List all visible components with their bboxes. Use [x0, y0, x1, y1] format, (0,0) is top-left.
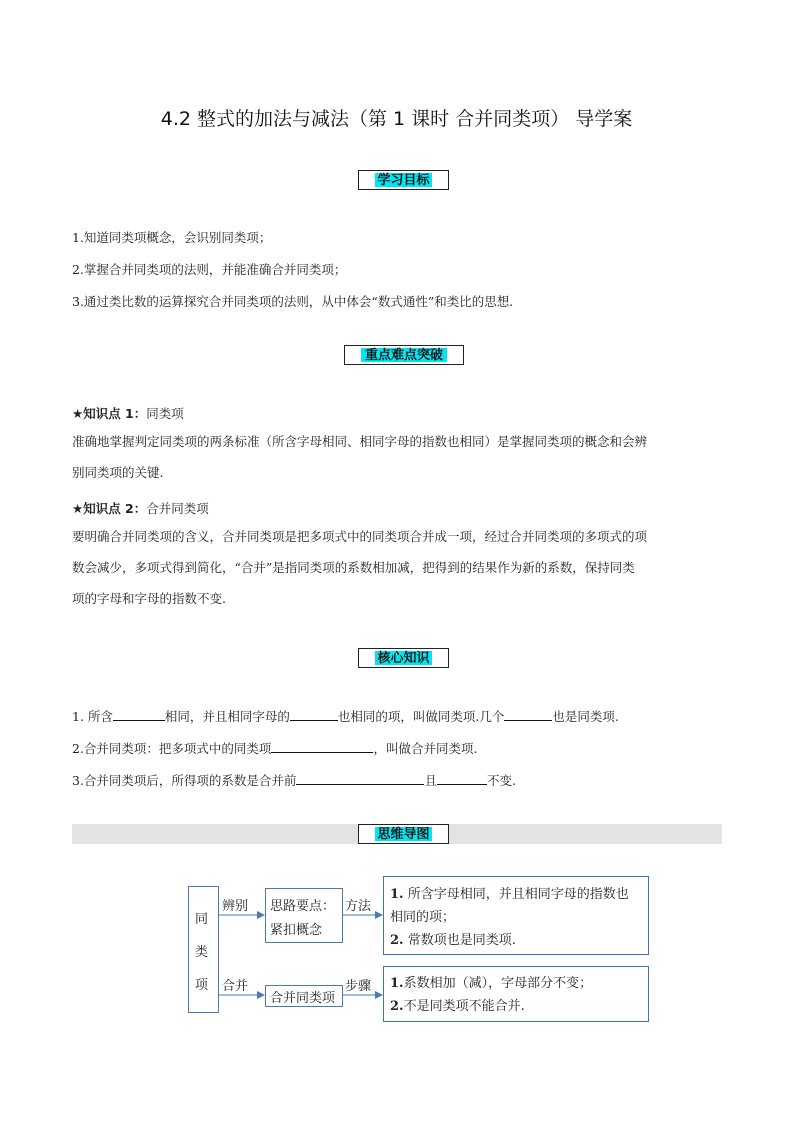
section-header-core-label: 核心知识: [375, 651, 432, 665]
kp2-line-2: 数会减少，多项式得到简化，“合并”是指同类项的系数相加减，把得到的结果作为新的系数，保持同类: [72, 560, 635, 575]
diagram-node-silu-line2: 紧扣概念: [270, 923, 323, 938]
core-3-text-a: 3.合并同类项后，所得项的系数是合并前: [72, 773, 297, 788]
section-header-mindmap-label: 思维导图: [375, 827, 432, 841]
kp2-line-3: 项的字母和字母的指数不变.: [72, 591, 226, 606]
knowledge-point-1-label: ★知识点 1：: [72, 406, 147, 421]
knowledge-point-2-label: ★知识点 2：: [72, 501, 147, 516]
page-title: 4.2 整式的加法与减法（第 1 课时 合并同类项） 导学案: [160, 108, 633, 130]
result-2-num-1: 1.: [390, 976, 404, 991]
goal-item-2: 2.掌握合并同类项的法则，并能准确合并同类项；: [72, 262, 347, 277]
section-header-keypoints-label: 重点难点突破: [361, 348, 447, 362]
result-1-text-2: 相同的项；: [390, 910, 456, 925]
result-1-num-2: 2.: [390, 933, 404, 948]
kp1-line-1: 准确地掌握判定同类项的两条标准（所含字母相同、相同字母的指数也相同）是掌握同类项的概念和会辨: [72, 434, 648, 449]
knowledge-point-1-name: 同类项: [146, 406, 184, 421]
knowledge-point-2-name: 合并同类项: [146, 501, 209, 516]
core-1-text-c: 也相同的项，叫做同类项.几个: [337, 709, 505, 724]
diagram-label-bianbie: 辨别: [222, 899, 249, 914]
core-3-text-b: 且: [424, 773, 437, 788]
core-1-text-d: 也是同类项.: [552, 709, 619, 724]
diagram-node-silu-line1: 思路要点：: [270, 899, 336, 914]
result-1-num-1: 1.: [390, 887, 404, 902]
core-1-text-b: 相同，并且相同字母的: [164, 709, 290, 724]
goal-item-3: 3.通过类比数的运算探究合并同类项的法则，从中体会“数式通性”和类比的思想.: [72, 294, 514, 309]
diagram-node-hebing-label: 合并同类项: [270, 991, 336, 1006]
kp2-line-1: 要明确合并同类项的含义，合并同类项是把多项式中的同类项合并成一项，经过合并同类项的多项式的项: [72, 529, 648, 544]
core-2-text-a: 2.合并同类项：把多项式中的同类项: [72, 741, 272, 756]
result-1-text-1: 所含字母相同，并且相同字母的指数也: [403, 887, 629, 902]
goal-item-1: 1.知道同类项概念，会识别同类项；: [72, 230, 272, 245]
result-2-text-1: 系数相加（减），字母部分不变；: [403, 976, 593, 991]
core-1-text-a: 1. 所含: [72, 709, 113, 724]
section-header-goals-label: 学习目标: [375, 173, 432, 187]
kp1-line-2: 别同类项的关键.: [72, 465, 164, 480]
diagram-root-char-1: 同: [195, 912, 209, 927]
diagram-root-char-2: 类: [195, 945, 209, 960]
diagram-label-fangfa: 方法: [345, 899, 372, 914]
diagram-result-2: [383, 966, 649, 1022]
diagram-label-hebing: 合并: [222, 979, 249, 994]
diagram-label-buzhou: 步骤: [345, 979, 372, 994]
core-2-text-b: ，叫做合并同类项.: [373, 741, 478, 756]
diagram-root-char-3: 项: [195, 978, 209, 993]
result-1-text-3: 常数项也是同类项.: [403, 933, 516, 948]
diagram-result-1: [383, 876, 649, 955]
result-2-num-2: 2.: [390, 999, 404, 1014]
core-3-text-c: 不变.: [486, 773, 516, 788]
result-2-text-2: 不是同类项不能合并.: [403, 999, 525, 1014]
